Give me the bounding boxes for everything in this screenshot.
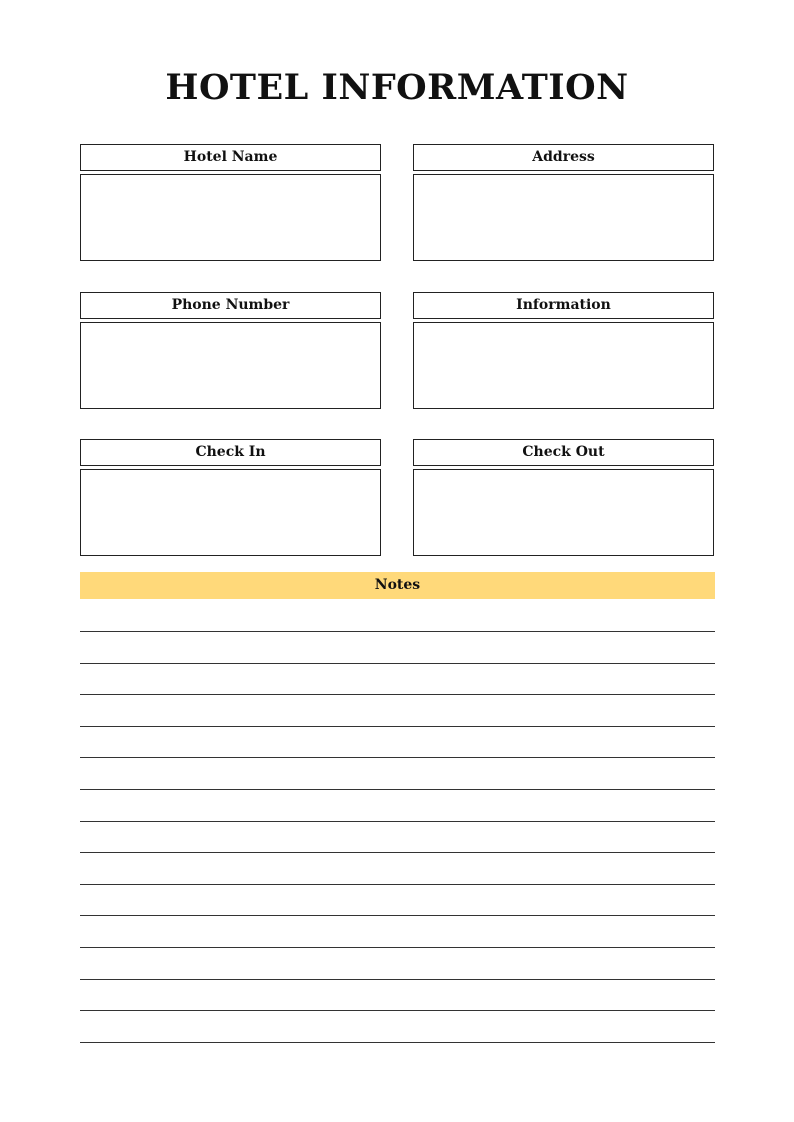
check-out-label: Check Out [413,439,714,466]
note-line [80,631,715,632]
check-in-label: Check In [80,439,381,466]
note-line [80,1042,715,1043]
check-out-input[interactable] [413,469,714,556]
note-line [80,947,715,948]
note-line [80,726,715,727]
notes-lines[interactable] [80,600,715,1044]
hotel-name-label: Hotel Name [80,144,381,171]
address-input[interactable] [413,174,714,261]
note-line [80,979,715,980]
page-title: HOTEL INFORMATION [165,67,629,108]
note-line [80,757,715,758]
information-input[interactable] [413,322,714,409]
check-in-field [80,439,381,556]
note-line [80,821,715,822]
phone-number-input[interactable] [80,322,381,409]
check-in-input[interactable] [80,469,381,556]
note-line [80,915,715,916]
note-line [80,852,715,853]
phone-number-field [80,292,381,409]
notes-header: Notes [80,572,715,599]
note-line [80,789,715,790]
note-line [80,694,715,695]
note-line [80,663,715,664]
address-label: Address [413,144,714,171]
hotel-name-input[interactable] [80,174,381,261]
check-out-field [413,439,714,556]
hotel-name-field [80,144,381,261]
address-field [413,144,714,261]
note-line [80,1010,715,1011]
information-field [413,292,714,409]
note-line [80,884,715,885]
phone-number-label: Phone Number [80,292,381,319]
information-label: Information [413,292,714,319]
